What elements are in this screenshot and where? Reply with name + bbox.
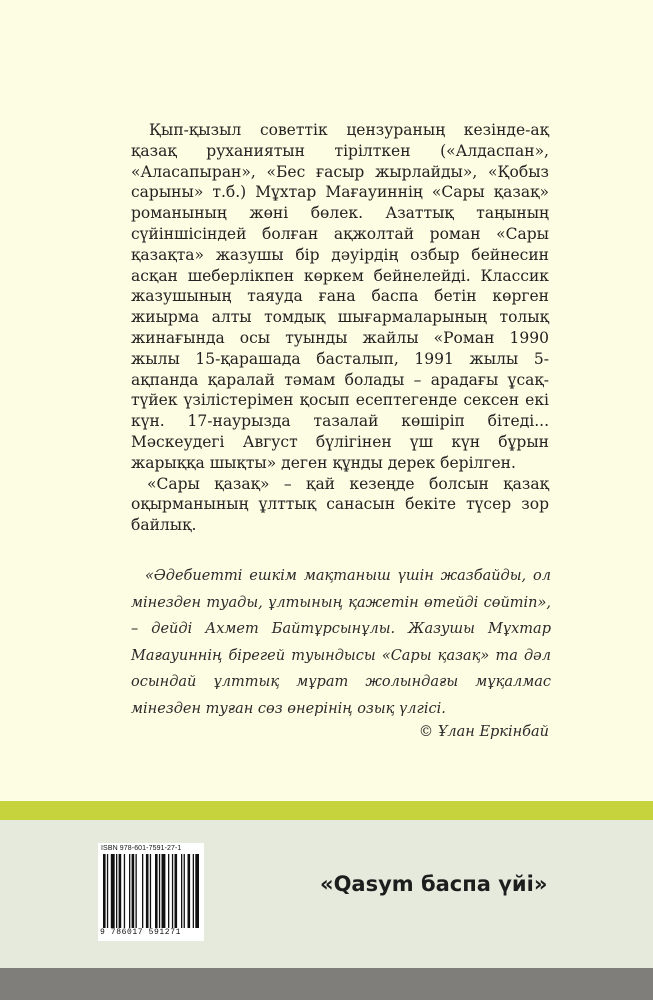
barcode-bar [136,854,137,928]
annotation-paragraph-2: «Сары қазақ» – қай кезеңде болсын қазақ оқырманының ұлттық санасын бекіте түсер зор байлық. [131,474,549,535]
barcode-bar [193,854,194,928]
barcode-bar [124,854,125,928]
barcode-bar [116,854,117,928]
barcode-bar [107,854,108,928]
isbn-label: ISBN 978-601-7591-27-1 [101,845,182,852]
barcode-bars [103,854,199,928]
barcode-bar [129,854,130,928]
accent-band [0,801,653,820]
barcode-bar [175,854,178,928]
barcode-bar [132,854,135,928]
barcode-bar [168,854,169,928]
barcode-bar [172,854,173,928]
barcode-bar [111,854,115,928]
barcode-bar [155,854,158,928]
isbn-barcode [98,843,204,941]
quote-author: © Ұлан Еркінбай [418,724,549,740]
barcode-bar [146,854,149,928]
barcode-bar [103,854,106,928]
barcode-digits: 9 786017 591271 [100,928,182,937]
review-quote: «Әдебиетті ешкім мақтаныш үшін жазбайды, ол мінезден туады, ұлтының қажетін өтейді сөйтіп», – дейді Ахмет Байтұрсынұлы. Жазушы Мұхтар Мағауиннің бірегей туындысы «Сары қазақ» та дәл осындай ұлттық мұрат жолындағы мұқалмас мінезден туған сөз өнерінің озық үлгісі. [131,568,551,717]
barcode-bar [181,854,182,928]
barcode-bar [150,854,151,928]
annotation-text [131,120,549,536]
barcode-bar [195,854,199,928]
barcode-bar [159,854,160,928]
barcode-bar [184,854,185,928]
publisher-name: «Qasym баспа үйі» [320,872,548,896]
barcode-bar [162,854,166,928]
annotation-paragraph-1: Қып-қызыл советтік цензураның кезінде-ақ қазақ руханиятын тірілткен («Алдаспан», «Аласапыран», «Бес ғасыр жырлайды», «Қобыз сарыны» т.б.) Мұхтар Мағауиннің «Сары қазақ» романының жөні бөлек. Азаттық таңының сүйіншісіндей болған ақжолтай роман «Сары қазақта» жазушы бір дәуірдің озбыр бейнесин асқан шеберлікпен көркем бейнелейді. Классик жазушының таяуда ғана баспа бетін көрген жиырма алты томдық шығармаларының толық жинағында осы туынды жайлы «Роман 1990 жылы 15-қарашада басталып, 1991 жылы 5-ақпанда қаралай тәмам болады – арадағы ұсақ-түйек үзілістерімен қосып есептегенде сексен екі күн. 17-наурызда тазалай көшіріп бітеді... Мәскеудегі Август бүлігінен үш күн бұрын жарыққа шықты» деген құнды дерек берілген. [131,121,549,472]
footer-band [0,968,653,1000]
barcode-bar [119,854,122,928]
barcode-bar [142,854,143,928]
barcode-bar [188,854,191,928]
